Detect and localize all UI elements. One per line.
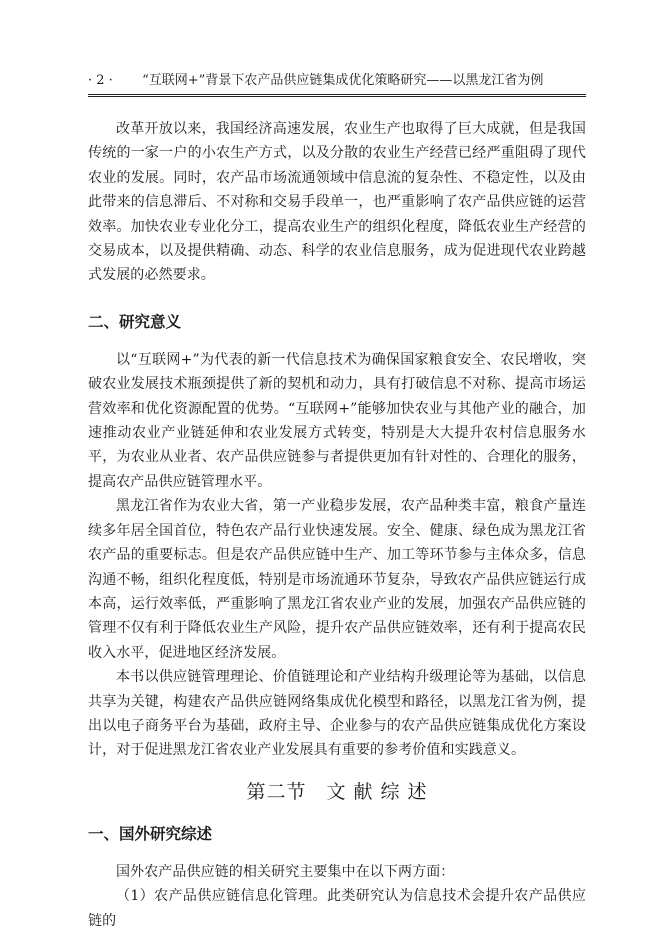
page-body (88, 117, 586, 933)
section-title-literature-review: 第二节 文 献 综 述 (246, 780, 428, 803)
paragraph: 国外农产品供应链的相关研究主要集中在以下两方面： (116, 863, 455, 880)
running-header (88, 72, 586, 90)
paragraph: 本书以供应链管理理论、价值链理论和产业结构升级理论等为基础，以信息共享为关键，构建农产品供应链网络集成优化模型和路径，以黑龙江省为例，提出以电子商务平台为基础，政府主导、企业参与的农产品供应链集成优化方案设计，对于促进黑龙江省农业产业发展具有重要的参考价值和实践意义。 (88, 669, 586, 759)
paragraph: 黑龙江省作为农业大省，第一产业稳步发展，农产品种类丰富，粮食产量连续多年居全国首位，特色农产品行业快速发展。安全、健康、绿色成为黑龙江省农产品的重要标志。但是农产品供应链中生产、加工等环节参与主体众多，信息沟通不畅，组织化程度低，特别是市场流通环节复杂，导致农产品供应链运行成本高，运行效率低，严重影响了黑龙江省农业产业的发展，加强农产品供应链的管理不仅有利于降低农业生产风险，提升农产品供应链效率，还有利于提高农民收入水平，促进地区经济发展。 (88, 498, 586, 661)
running-title: “互联网+”背景下农产品供应链集成优化策略研究——以黑龙江省为例 (142, 73, 544, 88)
paragraph: （1）农产品供应链信息化管理。此类研究认为信息技术会提升农产品供应链的 (88, 888, 586, 929)
header-rule (88, 94, 586, 97)
paragraph: 以“互联网+”为代表的新一代信息技术为确保国家粮食安全、农民增收，突破农业发展技术瓶颈提供了新的契机和动力，具有打破信息不对称、提高市场运营效率和优化资源配置的优势。“互联网+”能够加快农业与其他产业的融合，加速推动农业产业链延伸和农业发展方式转变，特别是大大提升农村信息服务水平，为农业从业者、农产品供应链参与者提供更加有针对性的、合理化的服务，提高农产品供应链管理水平。 (88, 351, 586, 490)
subsection-heading-foreign-research: 一、国外研究综述 (88, 824, 213, 843)
page-number: · 2 · (88, 73, 113, 88)
section-heading-research-significance: 二、研究意义 (88, 312, 182, 331)
intro-paragraph: 改革开放以来，我国经济高速发展，农业生产也取得了巨大成就，但是我国传统的一家一户的小农生产方式，以及分散的农业生产经营已经严重阻碍了现代农业的发展。同时，农产品市场流通领域中信息流的复杂性、不稳定性，以及由此带来的信息滞后、不对称和交易手段单一，也严重影响了农产品供应链的运营效率。加快农业专业化分工，提高农业生产的组织化程度，降低农业生产经营的交易成本，以及提供精确、动态、科学的农业信息服务，成为促进现代农业跨越式发展的必然要求。 (88, 121, 586, 284)
